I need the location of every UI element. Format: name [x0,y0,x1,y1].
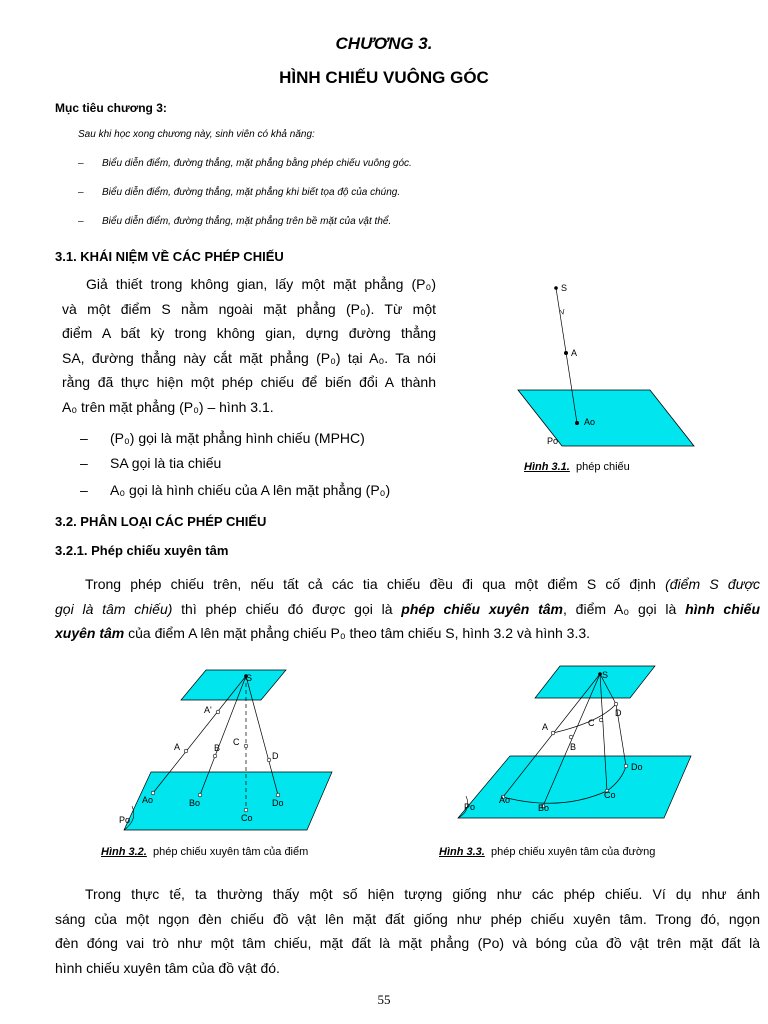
projection-plane [124,772,332,830]
label-b: B [214,743,221,753]
label-a: A [571,348,578,358]
point-do [276,793,280,797]
label-do: Do [272,798,284,808]
paragraph-line: hình chiếu xuyên tâm của đồ vật đó. [55,959,280,976]
label-a-prime: A' [204,705,212,715]
label-bo: Bo [189,798,201,808]
point-a [551,731,555,735]
label-s: S [561,283,568,293]
section-3-1-paragraph [62,272,436,419]
subsection-heading-3-2-1: 3.2.1. Phép chiếu xuyên tâm [55,543,229,558]
point-co [244,808,248,812]
projection-plane [518,390,694,446]
point-a-prime [216,710,220,714]
label-s: S [246,673,253,683]
figure-3-2 [96,662,346,834]
figure-3-1 [480,272,700,452]
closing-paragraph [55,882,760,980]
label-ao: Ao [499,795,511,805]
point-c [599,718,603,722]
bullet-item: – (P₀) gọi là mặt phẳng hình chiếu (MPHC) [80,430,365,446]
point-a [184,749,188,753]
figure-3-3 [450,660,700,832]
projection-plane [458,756,691,818]
label-po: Po [464,802,476,812]
chapter-title: HÌNH CHIẾU VUÔNG GÓC [279,68,489,87]
chapter-number: CHƯƠNG 3. [335,34,433,53]
label-po: Po [119,815,131,825]
paragraph-line: sáng của một ngọn đèn chiếu đồ vật lên mặt đất giống như phép chiếu xuyên tâm. Trong đó, ngọn [55,910,760,927]
top-plane [181,670,286,700]
goal-item: – Biểu diễn điểm, đường thẳng, mặt phẳng khi biết tọa độ của chúng. [78,187,401,198]
paragraph-line: Giả thiết trong không gian, lấy một mặt phẳng (P₀) [86,276,436,292]
paragraph-line: Trong phép chiếu trên, nếu tất cả các tia chiếu đều đi qua một điểm S cố định (điểm S được [85,576,760,592]
paragraph-line: A₀ trên mặt phẳng (P₀) – hình 3.1. [62,398,274,415]
paragraph-line: xuyên tâm của điểm A lên mặt phẳng chiếu P₀ theo tâm chiếu S, hình 3.2 và hình 3.3. [55,625,591,641]
figure-3-1-caption: Hình 3.1. phép chiếu [524,461,630,473]
goal-item: – Biểu diễn điểm, đường thẳng, mặt phẳng trên bề mặt của vật thể. [78,216,392,227]
label-d: D [272,751,279,761]
label-bo: Bo [538,803,550,813]
label-ao: Ao [142,795,154,805]
label-a: A [174,742,181,752]
point-s [554,286,558,290]
paragraph-line: rằng đã thực hiện một phép chiếu để biến đổi A thành [62,374,436,390]
paragraph-line: điểm A bất kỳ trong không gian, dựng đường thẳng [62,325,436,341]
bullet-item: – A₀ gọi là hình chiếu của A lên mặt phẳng (P₀) [80,482,391,498]
point-bo [198,793,202,797]
label-po: Po [547,436,559,446]
arrow-icon [560,309,564,314]
point-d [267,758,271,762]
label-ao: Ao [584,417,596,427]
goals-heading: Mục tiêu chương 3: [55,101,167,115]
label-do: Do [631,762,643,772]
paragraph-line: SA, đường thẳng này cắt mặt phẳng (P₀) tại A₀. Ta nói [62,349,436,366]
bullet-item: – SA gọi là tia chiếu [80,455,222,471]
point-b [213,754,217,758]
point-c [244,744,248,748]
figure-3-2-caption: Hình 3.2. phép chiếu xuyên tâm của điểm [101,846,309,858]
paragraph-line: đèn đóng vai trò như một tâm chiếu, mặt đất là mặt phẳng (Po) và bóng của đồ vật trên mặt đất là [55,935,760,951]
goal-item: – Biểu diễn điểm, đường thẳng, mặt phẳng bằng phép chiếu vuông góc. [78,158,412,169]
space-curve [553,704,616,733]
label-co: Co [604,790,616,800]
top-plane [535,666,655,698]
label-d: D [615,708,622,718]
section-heading-3-2: 3.2. PHÂN LOẠI CÁC PHÉP CHIẾU [55,514,267,529]
point-ao [575,421,579,425]
label-co: Co [241,813,253,823]
section-3-2-1-paragraph [55,572,760,646]
paragraph-line: Trong thực tế, ta thường thấy một số hiện tượng giống như các phép chiếu. Ví dụ như ánh [85,886,760,902]
label-b: B [570,742,577,752]
label-a: A [542,722,549,732]
section-heading-3-1: 3.1. KHÁI NIỆM VỀ CÁC PHÉP CHIẾU [55,249,284,264]
goals-intro: Sau khi học xong chương này, sinh viên có khả năng: [78,129,315,140]
point-b [569,735,573,739]
page-number: 55 [377,992,391,1007]
paragraph-line: và một điểm S nằm ngoài mặt phẳng (P₀). Từ một [62,300,436,317]
label-c: C [588,718,595,728]
label-c: C [233,737,240,747]
point-a [564,351,568,355]
figure-3-3-caption: Hình 3.3. phép chiếu xuyên tâm của đường [439,846,656,858]
label-s: S [602,670,609,680]
paragraph-line: gọi là tâm chiếu) thì phép chiếu đó được gọi là phép chiếu xuyên tâm, điểm A₀ gọi là hình chiếu [55,600,760,617]
point-do [624,764,628,768]
point-d [614,702,618,706]
